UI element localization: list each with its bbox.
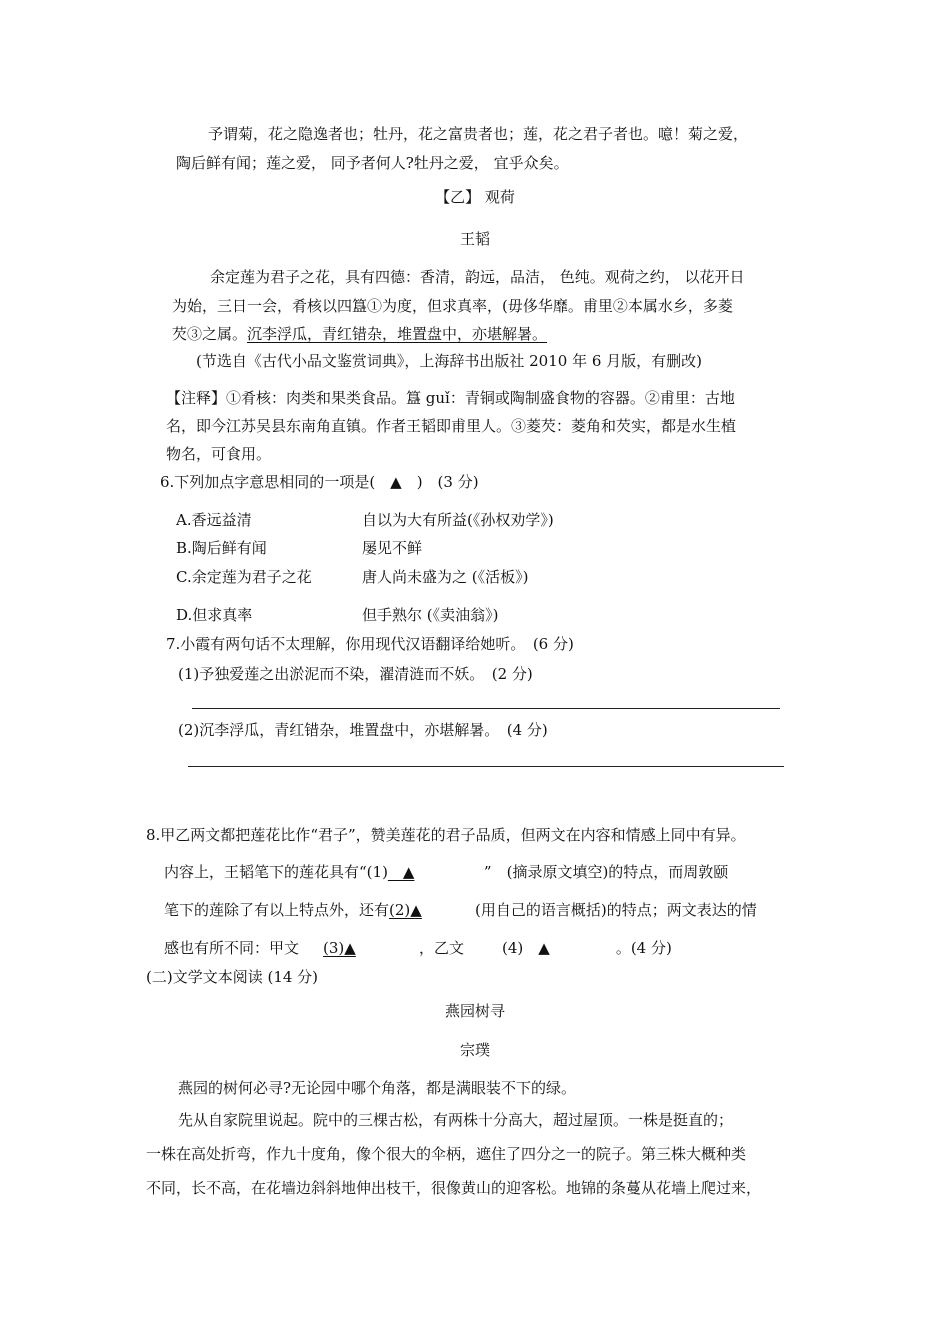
paragraph-line: 予谓菊，花之隐逸者也；牡丹，花之富贵者也；莲，花之君子者也。噫！菊之爱， xyxy=(208,125,749,143)
underlined-sentence: 沉李浮瓜，青红错杂，堆置盘中，亦堪解暑。 xyxy=(247,325,548,343)
option-b xyxy=(176,538,776,558)
section-heading: (二)文学文本阅读 (14 分) xyxy=(146,968,319,986)
blank-2[interactable]: (2)▲ xyxy=(389,901,422,919)
text-span: (用自己的语言概括)的特点；两文表达的情 xyxy=(475,901,757,919)
blank-3[interactable]: (3)▲ xyxy=(323,939,356,957)
option-left: A.香远益清 xyxy=(176,511,252,529)
option-left: D.但求真率 xyxy=(176,606,253,624)
blank-marker: ▲ xyxy=(402,863,415,881)
answer-line[interactable] xyxy=(188,766,784,767)
text-span: 笔下的莲除了有以上特点外，还有 xyxy=(164,901,390,919)
option-right: 但手熟尔 (《卖油翁》) xyxy=(362,606,499,624)
question-stem: 7.小霞有两句话不太理解，你用现代汉语翻译给她听。 (6 分) xyxy=(166,635,574,653)
paragraph-line: 一株在高处折弯，作九十度角，像个很大的伞柄，遮住了四分之一的院子。第三株大概种类 xyxy=(146,1145,747,1163)
note-line: 名，即今江苏吴县东南角直镇。作者王韬即甫里人。③菱芡：菱角和芡实，都是水生植 xyxy=(166,417,737,435)
text-span: ，乙文 xyxy=(419,939,465,957)
paragraph-line: 不同，长不高，在花墙边斜斜地伸出枝干，很像黄山的迎客松。地锦的条蔓从花墙上爬过来， xyxy=(146,1179,762,1197)
question-line xyxy=(164,900,757,920)
yi-author: 王韬 xyxy=(459,230,490,248)
paragraph-line xyxy=(172,324,547,344)
paragraph-line: 先从自家院里说起。院中的三棵古松，有两株十分高大，超过屋顶。一株是挺直的； xyxy=(178,1111,734,1129)
article-author: 宗璞 xyxy=(459,1041,490,1059)
option-a xyxy=(176,510,776,530)
text-span: 芡③之属。 xyxy=(172,325,248,343)
blank-1[interactable]: __▲ xyxy=(387,863,415,881)
note-line: 【注释】①肴核：肉类和果类食品。簋 guǐ：青铜或陶制盛食物的容器。②甫里：古地 xyxy=(166,389,735,407)
option-c xyxy=(176,567,776,587)
option-left: B.陶后鲜有闻 xyxy=(176,539,267,557)
option-right: 屡见不鲜 xyxy=(362,539,423,557)
paragraph-line: 余定莲为君子之花，具有四德：香清，韵远，品洁， 色纯。观荷之约， 以花开日 xyxy=(210,268,745,286)
note-line: 物名，可食用。 xyxy=(166,445,272,463)
sub-question-2: (2)沉李浮瓜，青红错杂，堆置盘中，亦堪解暑。 (4 分) xyxy=(178,721,548,739)
question-line: 8.甲乙两文都把莲花比作“君子”，赞美莲花的君子品质，但两文在内容和情感上同中有异。 xyxy=(146,826,746,844)
option-right: 自以为大有所益(《孙权劝学》) xyxy=(362,511,554,529)
text-span: 感也有所不同：甲文 xyxy=(164,939,300,957)
paragraph-line: 为始，三日一会，肴核以四簋①为度，但求真率，(毋侈华靡。甫里②本属水乡，多菱 xyxy=(172,297,733,315)
question-stem: 6.下列加点字意思相同的一项是( ▲ ) (3 分) xyxy=(160,473,479,491)
text-span: 内容上，王韬笔下的莲花具有“(1) xyxy=(164,863,388,881)
paragraph-line: 陶后鲜有闻；莲之爱， 同予者何人?牡丹之爱， 宜乎众矣。 xyxy=(176,154,569,172)
question-line xyxy=(164,862,728,882)
option-left: C.余定莲为君子之花 xyxy=(176,568,312,586)
text-span: ” (摘录原文填空)的特点，而周敦颐 xyxy=(483,863,729,881)
text-span: (4) ▲ xyxy=(502,939,550,957)
option-right: 唐人尚未盛为之 (《活板》) xyxy=(362,568,529,586)
sub-question-1: (1)予独爱莲之出淤泥而不染，濯清涟而不妖。 (2 分) xyxy=(178,665,533,683)
paragraph-line: 燕园的树何必寻?无论园中哪个角落，都是满眼装不下的绿。 xyxy=(178,1079,577,1097)
option-d xyxy=(176,605,776,625)
source-note: (节选自《古代小品文鉴赏词典》，上海辞书出版社 2010 年 6 月版，有删改) xyxy=(196,352,702,370)
article-title: 燕园树寻 xyxy=(444,1002,505,1020)
yi-title: 【乙】 观荷 xyxy=(435,188,515,206)
answer-line[interactable] xyxy=(192,708,780,709)
question-line xyxy=(164,938,672,958)
text-span: 。(4 分) xyxy=(615,939,672,957)
